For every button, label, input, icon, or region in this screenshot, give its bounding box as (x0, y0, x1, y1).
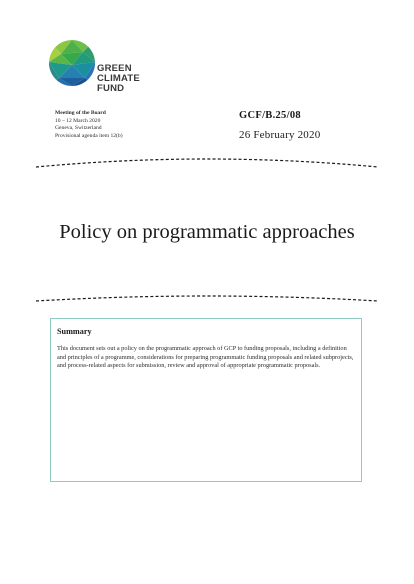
meeting-dates: 10 – 12 March 2020 (55, 117, 101, 124)
document-reference (239, 109, 320, 142)
meeting-location: Geneva, Switzerland (55, 125, 102, 132)
summary-text: This document sets out a policy on the programmatic approach of GCP to funding proposals, including a definition and principles of a programme, considerations for preparing programmatic funding proposals and related subprojects, and process-related aspects for submission, review and approval of appropriate programmatic proposals. (57, 345, 354, 370)
logo-wordmark (97, 64, 140, 94)
document-date: 26 February 2020 (239, 129, 321, 141)
bottom-dashed-divider (0, 287, 414, 311)
logo-line-green: GREEN (97, 63, 132, 74)
summary-heading: Summary (57, 327, 92, 336)
meeting-title: Meeting of the Board (55, 110, 106, 116)
gcf-globe-icon (47, 38, 97, 88)
meeting-info (55, 110, 195, 140)
document-title: Policy on programmatic approaches (59, 221, 355, 243)
logo-line-climate: CLIMATE (97, 73, 140, 84)
summary-box (50, 318, 362, 482)
top-dashed-divider (0, 151, 414, 175)
logo-line-fund: FUND (97, 83, 125, 94)
document-code: GCF/B.25/08 (239, 110, 301, 121)
gcf-logo (47, 38, 177, 98)
meeting-agenda-item: Provisional agenda item 12(b) (55, 132, 123, 139)
